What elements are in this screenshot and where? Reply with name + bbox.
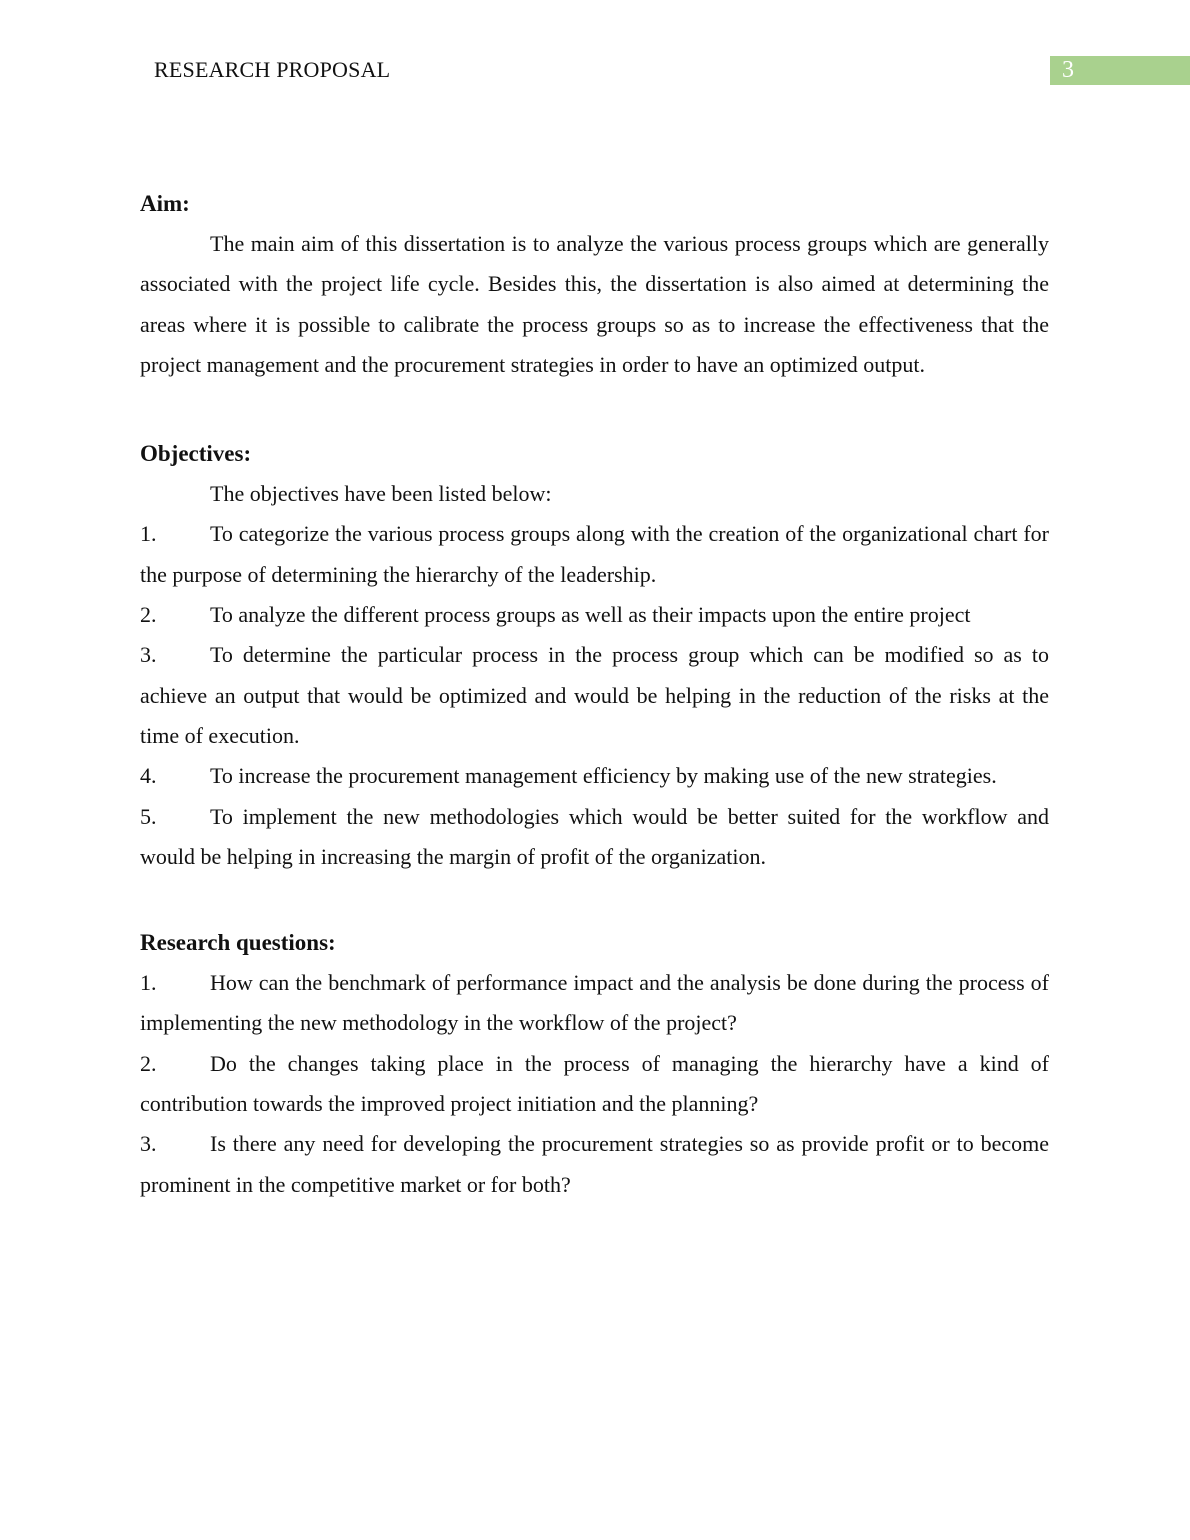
objective-text: To determine the particular process in the process group which can be modified so as to achieve an output that would be optimized and would be helping in the reduction of the risks at the time of execution.: [140, 642, 1049, 748]
question-number: 2.: [140, 1050, 157, 1076]
objectives-section: [140, 434, 1049, 877]
research-question-item: [140, 963, 1049, 1044]
objectives-intro: The objectives have been listed below:: [210, 481, 552, 507]
question-number: 3.: [140, 1131, 157, 1157]
objectives-heading: Objectives:: [140, 441, 252, 467]
objective-text: To increase the procurement management efficiency by making use of the new strategies.: [210, 763, 997, 789]
aim-section: [140, 184, 1049, 385]
spacer: [140, 877, 1049, 923]
question-number: 1.: [140, 970, 157, 996]
research-question-item: [140, 1124, 1049, 1205]
objective-item: [140, 595, 1049, 635]
research-questions-section: [140, 923, 1049, 1205]
question-text: Is there any need for developing the procurement strategies so as provide profit or to become prominent in the competitive market or for both?: [140, 1131, 1049, 1197]
objective-text: To analyze the different process groups as well as their impacts upon the entire project: [210, 602, 971, 628]
objective-number: 3.: [140, 642, 157, 668]
objective-number: 1.: [140, 521, 157, 547]
research-questions-heading: Research questions:: [140, 930, 336, 956]
question-text: How can the benchmark of performance impact and the analysis be done during the process of implementing the new methodology in the workflow of the project?: [140, 970, 1049, 1036]
objective-item: [140, 514, 1049, 595]
question-text: Do the changes taking place in the process of managing the hierarchy have a kind of contribution towards the improved project initiation and the planning?: [140, 1050, 1049, 1117]
objective-number: 4.: [140, 763, 157, 789]
objective-item: [140, 756, 1049, 796]
objective-item: [140, 635, 1049, 756]
objective-text: To implement the new methodologies which would be better suited for the workflow and would be helping in increasing the margin of profit of the organization.: [140, 803, 1049, 869]
objective-number: 2.: [140, 602, 157, 628]
objective-number: 5.: [140, 803, 157, 829]
running-head-title: RESEARCH PROPOSAL: [154, 57, 391, 82]
research-question-item: [140, 1044, 1049, 1125]
page-number-box: [1050, 56, 1190, 85]
objective-text: To categorize the various process groups along with the creation of the organizational chart for the purpose of determining the hierarchy of the leadership.: [140, 521, 1049, 587]
spacer: [140, 385, 1049, 434]
aim-paragraph: The main aim of this dissertation is to analyze the various process groups which are generally associated with the project life cycle. Besides this, the dissertation is also aimed at determining the areas where it is possible to calibrate the process groups so as to increase the effectiveness that the project management and the procurement strategies in order to have an optimized output.: [140, 231, 1049, 377]
page-number: 3: [1062, 57, 1074, 83]
objective-item: [140, 797, 1049, 878]
document-body: [140, 184, 1049, 1205]
aim-heading: Aim:: [140, 191, 190, 216]
